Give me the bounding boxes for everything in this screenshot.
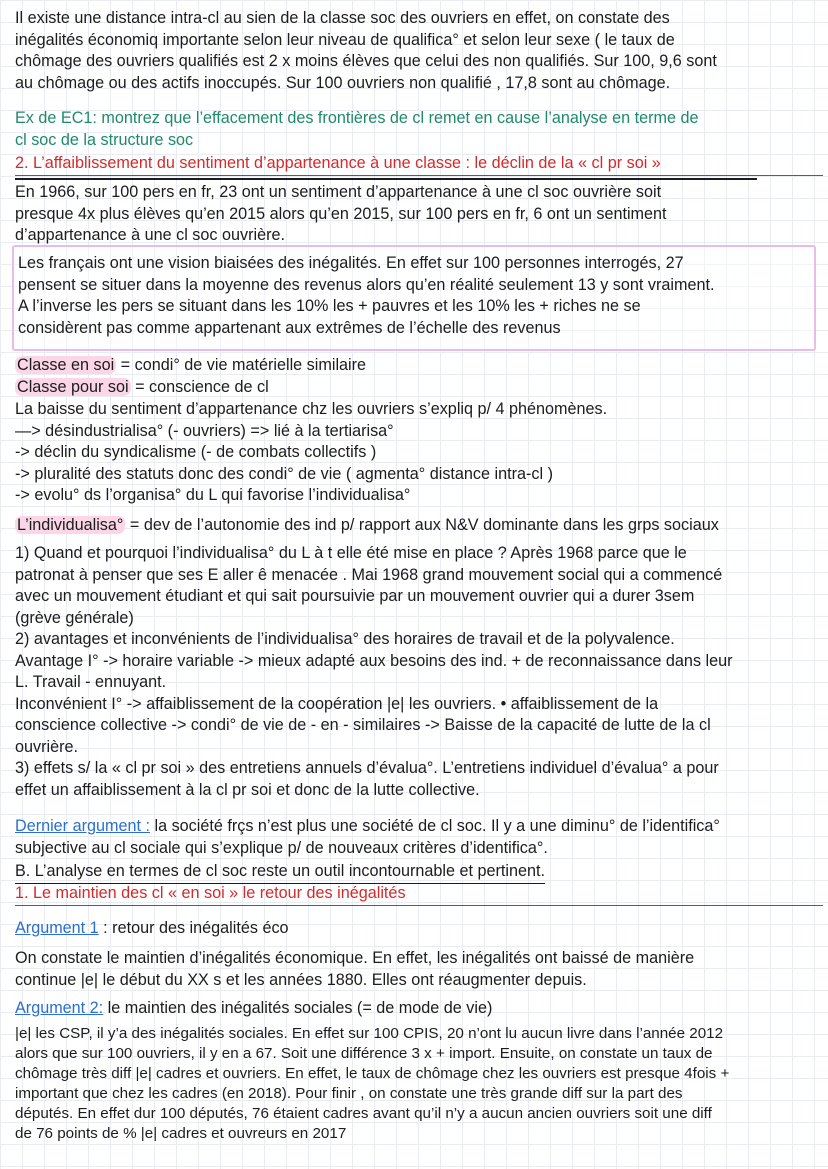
definition-classe-pour-soi bbox=[15, 377, 823, 399]
text-line: important que chez les cadres (en 2018). Pour finir , on constate une très grande diff sur la part des bbox=[15, 1085, 683, 1102]
paragraph-argument-1 bbox=[15, 948, 823, 991]
definitions-classes bbox=[15, 355, 823, 398]
text-line: conscience collective -> condi° de vie de - en - similaires -> Baisse de la capacité de lutte de la cl bbox=[15, 716, 711, 734]
section-heading-1 bbox=[15, 883, 823, 906]
dernier-argument-label: Dernier argument : bbox=[15, 817, 150, 835]
text-line bbox=[15, 816, 823, 838]
list-item: -> déclin du syndicalisme (- de combats collectifs ) bbox=[15, 443, 377, 461]
definition-text: = condi° de vie matérielle similaire bbox=[116, 356, 367, 374]
heading-divider bbox=[15, 178, 757, 180]
text-line: effet un affaiblissement à la cl pr soi et donc de la lutte collective. bbox=[15, 780, 480, 799]
text-line: alors que sur 100 ouvriers, il y en a 67. Soit une différence 3 x + import. Ensuite, on constate un taux de bbox=[15, 1045, 713, 1062]
text-line: (grève générale) bbox=[15, 608, 134, 627]
text-line bbox=[15, 998, 823, 1020]
definition-classe-en-soi bbox=[15, 355, 823, 377]
text-line: 3) effets s/ la « cl pr soi » des entretiens annuels d’évalua°. L’entretiens individuel d’évalua° a pour bbox=[15, 759, 719, 777]
text-line: patronat à penser que ses E aller ê menacée . Mai 1968 grand mouvement social qui a commencé bbox=[15, 565, 723, 584]
argument-text: la société frçs n’est plus une société de cl soc. Il y a une diminu° de l’identifica° bbox=[149, 817, 720, 835]
definition-individualisation bbox=[15, 515, 823, 537]
text-line: Ex de EC1: montrez que l’effacement des frontières de cl remet en cause l’analyse en terme de bbox=[15, 109, 699, 127]
paragraph-argument-2 bbox=[15, 1024, 823, 1144]
text-line: L. Travail - ennuyant. bbox=[15, 673, 167, 691]
section-heading-2 bbox=[15, 153, 823, 176]
argument-title-text: : retour des inégalités éco bbox=[98, 919, 289, 937]
text-line: avec un mouvement étudiant et qui sait poursuivie par un mouvement ouvrier qui a durer 3sem bbox=[15, 587, 695, 605]
argument-2-label: Argument 2: bbox=[15, 999, 104, 1017]
ec1-exercise-prompt bbox=[15, 108, 823, 151]
definition-text: = conscience de cl bbox=[130, 377, 269, 396]
text-line: cl soc de la structure soc bbox=[15, 130, 194, 149]
text-line: En 1966, sur 100 pers en fr, 23 ont un sentiment d’appartenance à une cl soc ouvrière soit bbox=[15, 183, 662, 201]
text-line: considèrent pas comme appartenant aux extrêmes de l’échelle des revenus bbox=[18, 318, 561, 337]
argument-2-title bbox=[15, 998, 823, 1020]
text-line: subjective au cl sociale qui s’explique p/ de nouveaux critères d’identifica°. bbox=[15, 838, 548, 857]
heading-text: B. L’analyse en termes de cl soc reste un outil incontournable et pertinent. bbox=[15, 861, 545, 884]
text-line: 1) Quand et pourquoi l’individualisa° du L à t elle été mise en place ? Après 1968 parce que le bbox=[15, 544, 687, 562]
text-line: Inconvénient I° -> affaiblissement de la coopération |e| les ouvriers. • affaiblissement de la bbox=[15, 694, 659, 713]
list-item: -> pluralité des statuts donc des condi° de vie ( agmenta° distance intra-cl ) bbox=[15, 464, 553, 483]
list-four-phenomena bbox=[15, 399, 823, 507]
text-line: au chômage ou des actifs inoccupés. Sur 100 ouvriers non qualifié , 17,8 sont au chômage. bbox=[15, 73, 671, 92]
definition-line bbox=[15, 515, 823, 537]
text-line: Les français ont une vision biaisées des inégalités. En effet sur 100 personnes interrogés, 27 bbox=[18, 254, 684, 272]
text-line: Il existe une distance intra-cl au sien de la classe soc des ouvriers en effet, on constate des bbox=[15, 9, 670, 27]
argument-title-text: le maintien des inégalités sociales (= de mode de vie) bbox=[103, 999, 493, 1017]
section-heading-b bbox=[15, 861, 823, 884]
highlighted-term: L’individualisa° bbox=[17, 516, 124, 534]
text-line: députés. En effet dur 100 députés, 76 étaient cadres avant qu’il n’y a aucun ancien ouvriers soit une diff bbox=[15, 1105, 712, 1122]
text-line: pensent se situer dans la moyenne des revenus alors qu’en réalité seulement 13 y sont vraiment. bbox=[18, 275, 715, 294]
text-line: continue |e| le début du XX s et les années 1880. Elles ont réaugmenter depuis. bbox=[15, 970, 587, 989]
text-line: Avantage I° -> horaire variable -> mieux adapté aux besoins des ind. + de reconnaissance dans leur bbox=[15, 651, 733, 670]
text-line: A l’inverse les pers se situant dans les 10% les + pauvres et les 10% les + riches ne se bbox=[18, 297, 641, 315]
highlighted-term: Classe en soi bbox=[17, 356, 115, 374]
paragraph-individualisation-questions bbox=[15, 543, 823, 801]
heading-text: 1. Le maintien des cl « en soi » le retour des inégalités bbox=[15, 883, 823, 906]
argument-1-title bbox=[15, 918, 823, 940]
text-line: chômage très diff |e| cadres et ouvriers. En effet, le taux de chômage chez les ouvriers est presque 4fois + bbox=[15, 1065, 730, 1082]
list-item: -> evolu° ds l’organisa° du L qui favorise l’individualisa° bbox=[15, 486, 411, 504]
text-line: ouvrière. bbox=[15, 737, 78, 756]
definition-text: = dev de l’autonomie des ind p/ rapport aux N&V dominante dans les grps sociaux bbox=[125, 516, 719, 534]
argument-1-label: Argument 1 bbox=[15, 919, 99, 937]
paragraph-intra-class-distance bbox=[15, 8, 823, 94]
paragraph-belonging-1966 bbox=[15, 182, 823, 247]
text-line: |e| les CSP, il y’a des inégalités sociales. En effet sur 100 CPIS, 20 n’ont lu aucun livre dans l’année 2012 bbox=[15, 1025, 724, 1042]
paragraph-biased-vision bbox=[18, 253, 826, 339]
highlighted-term: Classe pour soi bbox=[17, 377, 129, 396]
text-line: d’appartenance à une cl soc ouvrière. bbox=[15, 226, 285, 244]
list-intro: La baisse du sentiment d’appartenance chz les ouvriers s’expliq p/ 4 phénomènes. bbox=[15, 400, 608, 418]
text-line bbox=[15, 918, 823, 940]
text-line: 2) avantages et inconvénients de l’individualisa° des horaires de travail et de la polyvalence. bbox=[15, 630, 675, 648]
text-line: chômage des ouvriers qualifiés est 2 x moins élèves que celui des non qualifiés. Sur 100, 9,6 sont bbox=[15, 52, 717, 70]
paragraph-dernier-argument bbox=[15, 816, 823, 859]
list-item: —> désindustrialisa° (- ouvriers) => lié à la tertiarisa° bbox=[15, 421, 394, 440]
text-line: inégalités économiq importante selon leur niveau de qualifica° et selon leur sexe ( le taux de bbox=[15, 30, 675, 49]
heading-text: 2. L’affaiblissement du sentiment d’appartenance à une classe : le déclin de la « cl pr soi » bbox=[15, 153, 823, 176]
text-line: de 76 points de % |e| cadres et ouvreurs en 2017 bbox=[15, 1125, 347, 1142]
text-line: presque 4x plus élèves qu’en 2015 alors qu’en 2015, sur 100 pers en fr, 6 ont un sentiment bbox=[15, 204, 667, 223]
text-line: On constate le maintien d’inégalités économique. En effet, les inégalités ont baissé de manière bbox=[15, 949, 695, 967]
